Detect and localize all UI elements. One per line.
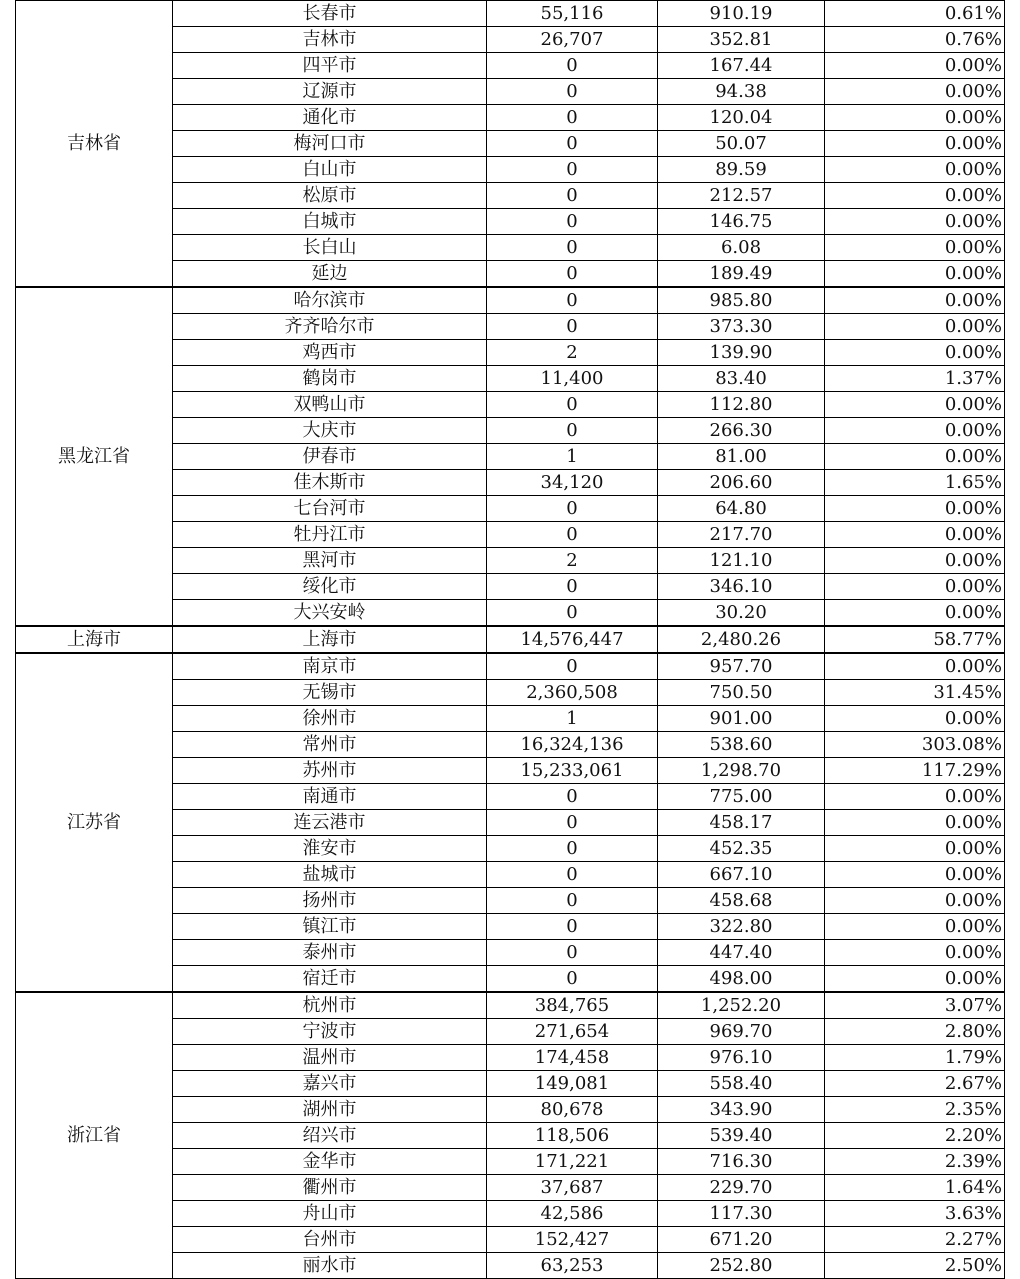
province-cell: 上海市 [16,626,173,653]
area-cell: 139.90 [658,340,825,366]
city-cell: 宿迁市 [173,966,487,993]
percent-cell: 0.00% [825,574,1005,600]
city-cell: 台州市 [173,1227,487,1253]
area-cell: 346.10 [658,574,825,600]
value-cell: 0 [487,784,658,810]
city-cell: 哈尔滨市 [173,287,487,314]
area-cell: 538.60 [658,732,825,758]
city-cell: 淮安市 [173,836,487,862]
percent-cell: 0.00% [825,444,1005,470]
city-cell: 白城市 [173,209,487,235]
area-cell: 94.38 [658,79,825,105]
city-cell: 七台河市 [173,496,487,522]
city-cell: 绍兴市 [173,1123,487,1149]
city-cell: 佳木斯市 [173,470,487,496]
city-cell: 通化市 [173,105,487,131]
percent-cell: 0.00% [825,784,1005,810]
percent-cell: 0.00% [825,966,1005,993]
percent-cell: 0.00% [825,79,1005,105]
value-cell: 0 [487,183,658,209]
value-cell: 11,400 [487,366,658,392]
value-cell: 0 [487,287,658,314]
value-cell: 55,116 [487,1,658,27]
percent-cell: 0.00% [825,836,1005,862]
city-cell: 牡丹江市 [173,522,487,548]
percent-cell: 0.00% [825,418,1005,444]
area-cell: 266.30 [658,418,825,444]
city-cell: 杭州市 [173,992,487,1019]
percent-cell: 0.00% [825,235,1005,261]
area-cell: 50.07 [658,131,825,157]
percent-cell: 1.37% [825,366,1005,392]
value-cell: 0 [487,574,658,600]
value-cell: 171,221 [487,1149,658,1175]
percent-cell: 0.00% [825,914,1005,940]
value-cell: 0 [487,209,658,235]
percent-cell: 2.50% [825,1253,1005,1279]
percent-cell: 0.00% [825,314,1005,340]
percent-cell: 0.00% [825,340,1005,366]
value-cell: 37,687 [487,1175,658,1201]
value-cell: 2 [487,340,658,366]
city-cell: 辽源市 [173,79,487,105]
table-row [16,1,1005,27]
city-cell: 嘉兴市 [173,1071,487,1097]
city-cell: 苏州市 [173,758,487,784]
area-cell: 539.40 [658,1123,825,1149]
value-cell: 174,458 [487,1045,658,1071]
value-cell: 1 [487,444,658,470]
area-cell: 146.75 [658,209,825,235]
area-cell: 343.90 [658,1097,825,1123]
value-cell: 149,081 [487,1071,658,1097]
area-cell: 957.70 [658,653,825,680]
value-cell: 0 [487,418,658,444]
percent-cell: 0.00% [825,496,1005,522]
area-cell: 121.10 [658,548,825,574]
percent-cell: 0.00% [825,600,1005,627]
value-cell: 0 [487,53,658,79]
value-cell: 0 [487,836,658,862]
area-cell: 558.40 [658,1071,825,1097]
city-cell: 长白山 [173,235,487,261]
percent-cell: 1.65% [825,470,1005,496]
city-cell: 湖州市 [173,1097,487,1123]
percent-cell: 0.00% [825,53,1005,79]
area-cell: 373.30 [658,314,825,340]
percent-cell: 3.07% [825,992,1005,1019]
city-cell: 温州市 [173,1045,487,1071]
value-cell: 0 [487,392,658,418]
value-cell: 0 [487,314,658,340]
value-cell: 14,576,447 [487,626,658,653]
area-cell: 671.20 [658,1227,825,1253]
table-row [16,626,1005,653]
value-cell: 0 [487,914,658,940]
city-cell: 鹤岗市 [173,366,487,392]
percent-cell: 0.00% [825,131,1005,157]
city-cell: 四平市 [173,53,487,79]
percent-cell: 0.00% [825,653,1005,680]
value-cell: 0 [487,261,658,288]
percent-cell: 0.76% [825,27,1005,53]
percent-cell: 0.00% [825,940,1005,966]
city-cell: 宁波市 [173,1019,487,1045]
data-table [15,0,1005,1279]
area-cell: 30.20 [658,600,825,627]
value-cell: 16,324,136 [487,732,658,758]
table-row [16,287,1005,314]
city-cell: 吉林市 [173,27,487,53]
province-cell: 黑龙江省 [16,287,173,626]
province-cell: 浙江省 [16,992,173,1279]
value-cell: 42,586 [487,1201,658,1227]
city-cell: 上海市 [173,626,487,653]
percent-cell: 0.00% [825,157,1005,183]
percent-cell: 0.00% [825,287,1005,314]
area-cell: 775.00 [658,784,825,810]
value-cell: 0 [487,522,658,548]
area-cell: 229.70 [658,1175,825,1201]
city-cell: 无锡市 [173,680,487,706]
area-cell: 120.04 [658,105,825,131]
value-cell: 1 [487,706,658,732]
area-cell: 901.00 [658,706,825,732]
value-cell: 0 [487,810,658,836]
value-cell: 0 [487,235,658,261]
percent-cell: 0.00% [825,888,1005,914]
city-cell: 白山市 [173,157,487,183]
value-cell: 0 [487,131,658,157]
area-cell: 458.68 [658,888,825,914]
percent-cell: 117.29% [825,758,1005,784]
percent-cell: 0.00% [825,706,1005,732]
value-cell: 2,360,508 [487,680,658,706]
province-cell: 吉林省 [16,1,173,288]
city-cell: 盐城市 [173,862,487,888]
area-cell: 716.30 [658,1149,825,1175]
percent-cell: 2.27% [825,1227,1005,1253]
area-cell: 81.00 [658,444,825,470]
area-cell: 1,252.20 [658,992,825,1019]
percent-cell: 2.20% [825,1123,1005,1149]
percent-cell: 0.00% [825,862,1005,888]
area-cell: 117.30 [658,1201,825,1227]
percent-cell: 58.77% [825,626,1005,653]
value-cell: 152,427 [487,1227,658,1253]
city-cell: 黑河市 [173,548,487,574]
city-cell: 南通市 [173,784,487,810]
value-cell: 0 [487,79,658,105]
city-cell: 舟山市 [173,1201,487,1227]
table-body [16,1,1005,1279]
value-cell: 0 [487,496,658,522]
city-cell: 连云港市 [173,810,487,836]
city-cell: 延边 [173,261,487,288]
city-cell: 鸡西市 [173,340,487,366]
percent-cell: 0.00% [825,183,1005,209]
value-cell: 118,506 [487,1123,658,1149]
city-cell: 泰州市 [173,940,487,966]
area-cell: 985.80 [658,287,825,314]
area-cell: 352.81 [658,27,825,53]
city-cell: 大庆市 [173,418,487,444]
city-cell: 大兴安岭 [173,600,487,627]
value-cell: 0 [487,600,658,627]
area-cell: 458.17 [658,810,825,836]
area-cell: 969.70 [658,1019,825,1045]
city-cell: 双鸭山市 [173,392,487,418]
value-cell: 0 [487,888,658,914]
value-cell: 0 [487,105,658,131]
value-cell: 271,654 [487,1019,658,1045]
area-cell: 212.57 [658,183,825,209]
area-cell: 89.59 [658,157,825,183]
area-cell: 750.50 [658,680,825,706]
city-cell: 绥化市 [173,574,487,600]
value-cell: 63,253 [487,1253,658,1279]
value-cell: 2 [487,548,658,574]
value-cell: 0 [487,862,658,888]
percent-cell: 2.80% [825,1019,1005,1045]
value-cell: 0 [487,966,658,993]
percent-cell: 0.00% [825,810,1005,836]
percent-cell: 2.67% [825,1071,1005,1097]
area-cell: 910.19 [658,1,825,27]
percent-cell: 0.00% [825,105,1005,131]
city-cell: 梅河口市 [173,131,487,157]
area-cell: 322.80 [658,914,825,940]
city-cell: 松原市 [173,183,487,209]
value-cell: 34,120 [487,470,658,496]
city-cell: 南京市 [173,653,487,680]
percent-cell: 0.00% [825,548,1005,574]
value-cell: 0 [487,940,658,966]
area-cell: 252.80 [658,1253,825,1279]
area-cell: 112.80 [658,392,825,418]
area-cell: 6.08 [658,235,825,261]
table-row [16,653,1005,680]
city-cell: 衢州市 [173,1175,487,1201]
value-cell: 0 [487,653,658,680]
percent-cell: 1.79% [825,1045,1005,1071]
value-cell: 15,233,061 [487,758,658,784]
value-cell: 384,765 [487,992,658,1019]
area-cell: 447.40 [658,940,825,966]
percent-cell: 303.08% [825,732,1005,758]
table-row [16,992,1005,1019]
value-cell: 26,707 [487,27,658,53]
city-cell: 齐齐哈尔市 [173,314,487,340]
city-cell: 丽水市 [173,1253,487,1279]
percent-cell: 31.45% [825,680,1005,706]
province-cell: 江苏省 [16,653,173,992]
percent-cell: 0.00% [825,261,1005,288]
value-cell: 80,678 [487,1097,658,1123]
city-cell: 伊春市 [173,444,487,470]
city-cell: 镇江市 [173,914,487,940]
area-cell: 452.35 [658,836,825,862]
value-cell: 0 [487,157,658,183]
percent-cell: 0.00% [825,522,1005,548]
city-cell: 徐州市 [173,706,487,732]
percent-cell: 1.64% [825,1175,1005,1201]
area-cell: 206.60 [658,470,825,496]
area-cell: 1,298.70 [658,758,825,784]
city-cell: 长春市 [173,1,487,27]
area-cell: 2,480.26 [658,626,825,653]
area-cell: 498.00 [658,966,825,993]
area-cell: 167.44 [658,53,825,79]
percent-cell: 3.63% [825,1201,1005,1227]
area-cell: 976.10 [658,1045,825,1071]
area-cell: 217.70 [658,522,825,548]
area-cell: 64.80 [658,496,825,522]
city-cell: 常州市 [173,732,487,758]
area-cell: 189.49 [658,261,825,288]
city-cell: 金华市 [173,1149,487,1175]
area-cell: 667.10 [658,862,825,888]
percent-cell: 0.61% [825,1,1005,27]
percent-cell: 2.35% [825,1097,1005,1123]
area-cell: 83.40 [658,366,825,392]
percent-cell: 2.39% [825,1149,1005,1175]
percent-cell: 0.00% [825,392,1005,418]
city-cell: 扬州市 [173,888,487,914]
percent-cell: 0.00% [825,209,1005,235]
